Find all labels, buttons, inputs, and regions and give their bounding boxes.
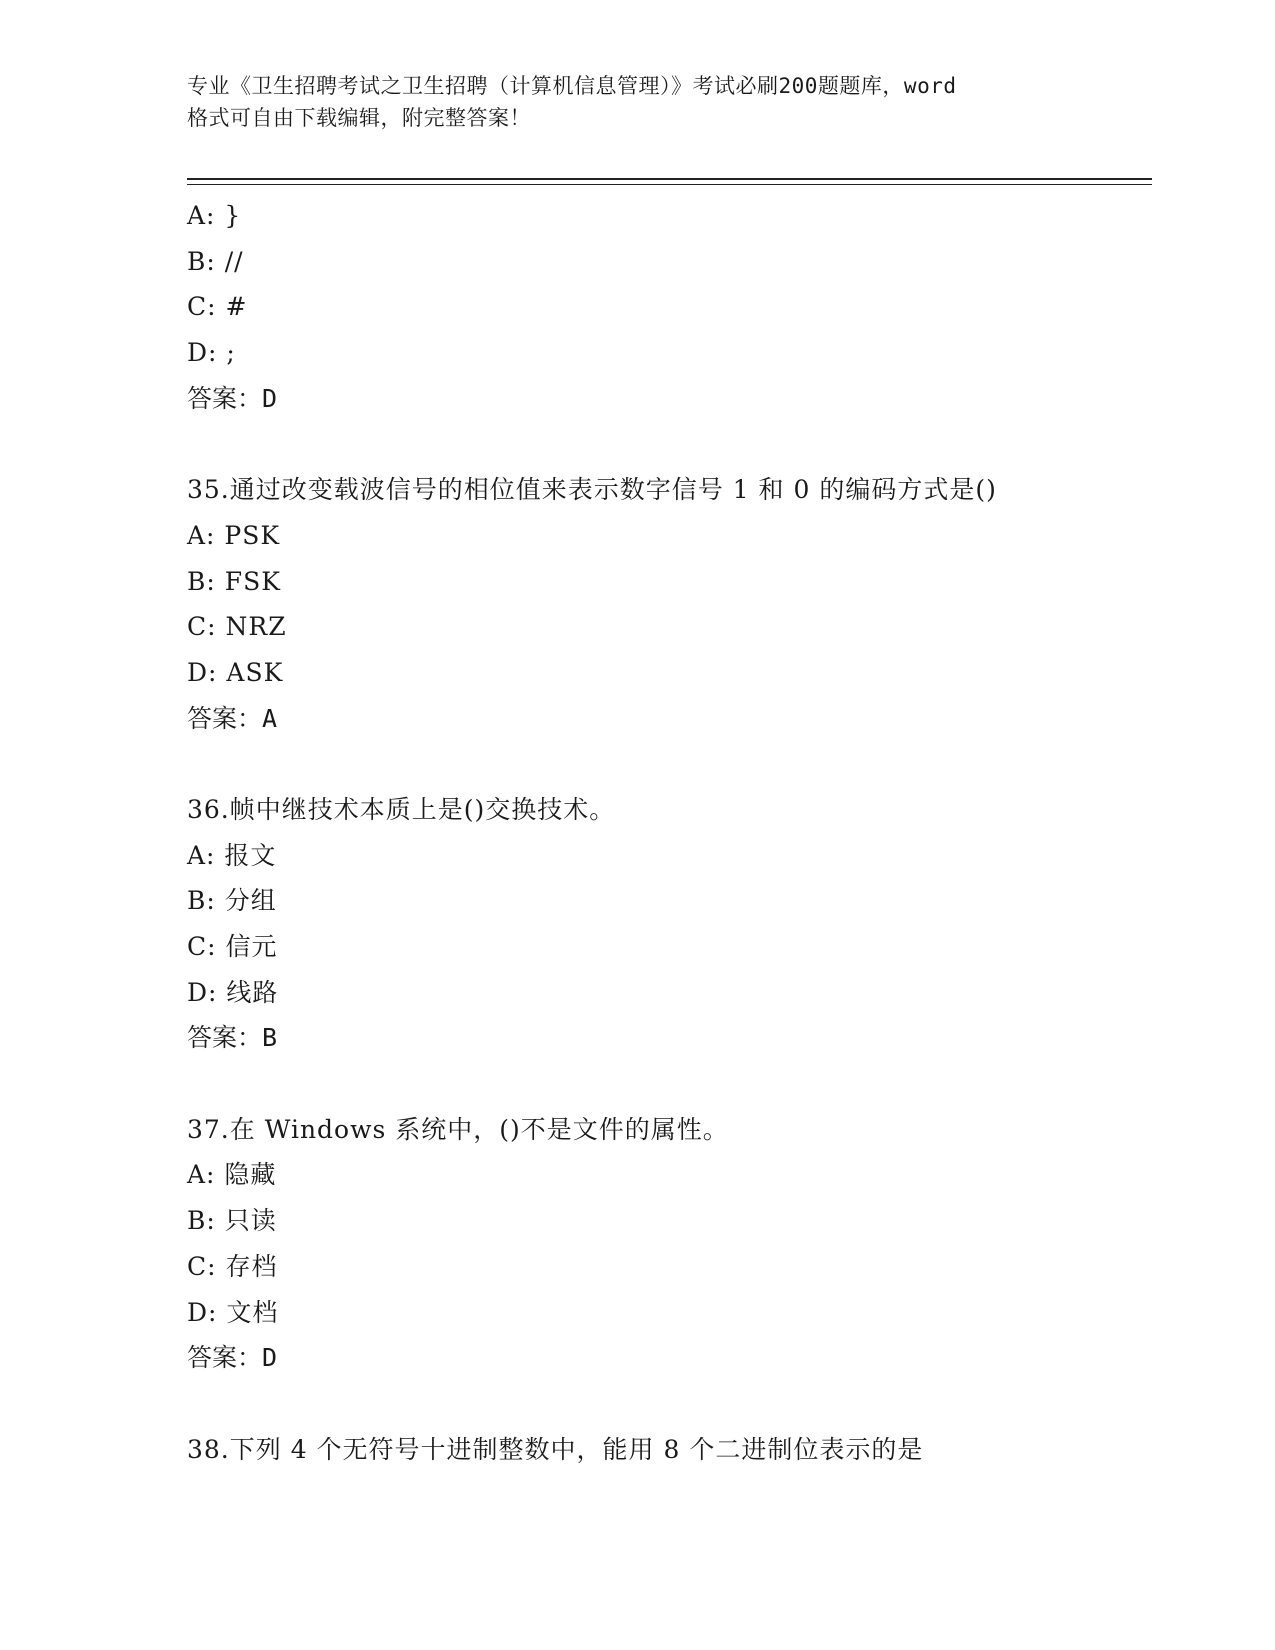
answer-line: 答案：D (187, 1343, 278, 1373)
header-divider-thick (187, 178, 1152, 180)
question-list (187, 193, 1152, 1472)
spacer (187, 421, 1152, 467)
header-title-line-1: 专业《卫生招聘考试之卫生招聘（计算机信息管理）》考试必刷200题题库，word (187, 74, 957, 98)
option-a: A: 隐藏 (187, 1160, 277, 1190)
option-c: C: # (187, 292, 248, 322)
option-c: C: 信元 (187, 932, 278, 961)
answer-line: 答案：A (187, 703, 278, 733)
option-b: B: // (187, 246, 244, 276)
option-b: B: FSK (187, 566, 281, 596)
question-block (187, 1107, 1152, 1427)
option-d: D: ASK (187, 657, 284, 687)
spacer (187, 741, 1152, 787)
spacer (187, 1061, 1152, 1107)
option-c: C: 存档 (187, 1251, 278, 1281)
document-header (187, 70, 1087, 134)
option-d: D: 文档 (187, 1297, 279, 1327)
option-b: B: 只读 (187, 1206, 277, 1236)
answer-line: 答案：D (187, 383, 278, 413)
question-block (187, 787, 1152, 1107)
answer-line: 答案：B (187, 1023, 278, 1053)
option-a: A: PSK (187, 520, 281, 550)
header-divider-thin (187, 184, 1152, 185)
option-c: C: NRZ (187, 612, 287, 642)
option-a: A: } (187, 201, 242, 230)
question-text: 35.通过改变载波信号的相位值来表示数字信号 1 和 0 的编码方式是() (187, 475, 997, 505)
spacer (187, 1381, 1152, 1427)
option-d: D: ; (187, 338, 236, 368)
option-b: B: 分组 (187, 886, 277, 916)
question-block (187, 467, 1152, 787)
question-text: 36.帧中继技术本质上是()交换技术。 (187, 794, 616, 824)
question-text: 38.下列 4 个无符号十进制整数中，能用 8 个二进制位表示的是 (187, 1434, 924, 1464)
option-a: A: 报文 (187, 840, 277, 870)
question-block (187, 193, 1152, 467)
option-d: D: 线路 (187, 977, 279, 1007)
question-text: 37.在 Windows 系统中，()不是文件的属性。 (187, 1114, 729, 1144)
header-title-line-2: 格式可自由下载编辑，附完整答案！ (187, 106, 531, 130)
question-block (187, 1427, 1152, 1473)
